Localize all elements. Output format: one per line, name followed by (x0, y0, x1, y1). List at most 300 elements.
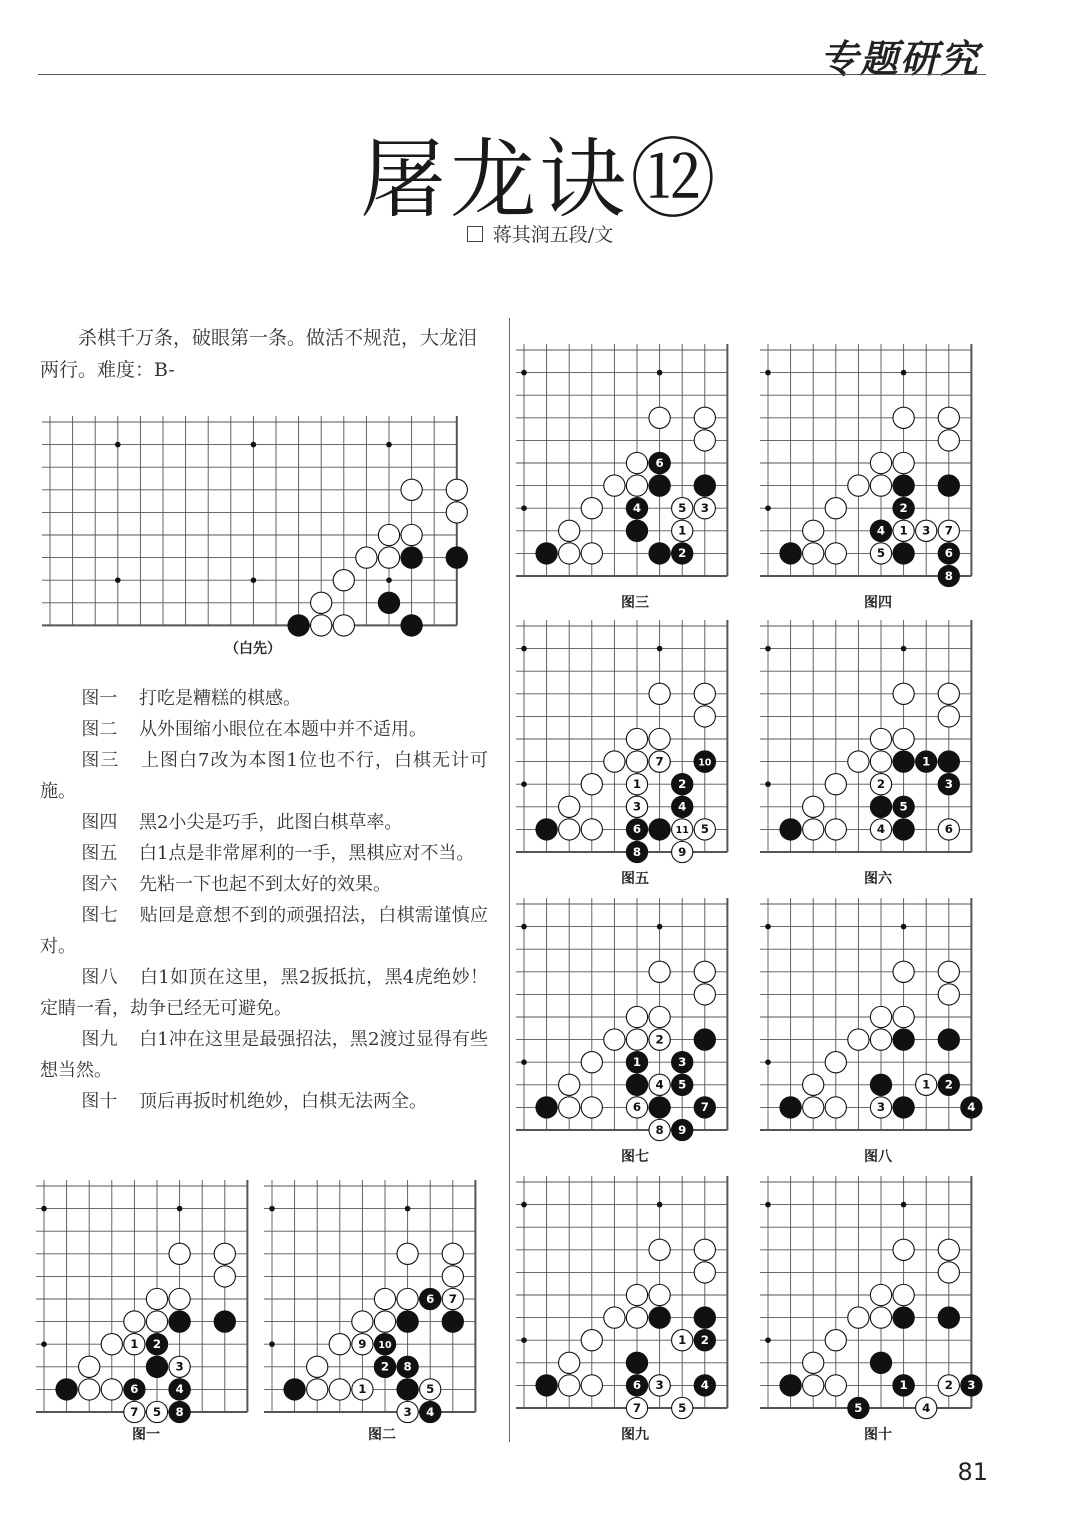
white-stone (581, 1097, 602, 1118)
black-stone (626, 1074, 647, 1095)
white-stone (581, 1330, 602, 1351)
white-stone (559, 796, 580, 817)
white-stone (311, 615, 332, 636)
white-stone (446, 479, 467, 500)
black-stone (893, 751, 914, 772)
star-point-icon (41, 1341, 47, 1347)
star-point-icon (657, 646, 663, 652)
diagram-5-board (520, 616, 740, 859)
black-stone (870, 796, 891, 817)
white-stone (397, 1243, 418, 1264)
star-point-icon (115, 577, 121, 583)
black-stone (288, 615, 309, 636)
move-5-stone-label: 5 (152, 1404, 162, 1419)
white-stone (938, 1239, 959, 1260)
star-point-icon (386, 442, 392, 448)
black-stone (938, 1029, 959, 1050)
grid-lines (760, 1176, 971, 1408)
star-point-icon (521, 924, 527, 930)
move-3-stone-label: 3 (678, 1055, 687, 1070)
star-point-icon (901, 370, 907, 376)
black-stone (536, 1375, 557, 1396)
note-1: 图一 打吃是糟糕的棋感。 (81, 688, 301, 709)
diagram-3-caption: 图三 (621, 595, 649, 611)
black-stone (893, 475, 914, 496)
white-stone (803, 1097, 824, 1118)
black-stone (397, 1379, 418, 1400)
white-stone (581, 543, 602, 564)
white-stone (825, 774, 846, 795)
diagram-7-board (520, 894, 740, 1137)
white-stone (626, 728, 647, 749)
move-8-stone-label: 8 (655, 1122, 664, 1137)
white-stone (893, 407, 914, 428)
white-stone (870, 475, 891, 496)
move-3-stone-label: 3 (655, 1378, 664, 1393)
problem-caption: （白先） (225, 641, 281, 657)
white-stone (825, 819, 846, 840)
star-point-icon (765, 370, 771, 376)
move-10-stone-label: 10 (698, 757, 712, 769)
black-stone (870, 1352, 891, 1373)
white-stone (101, 1379, 122, 1400)
black-stone (938, 1307, 959, 1328)
black-stone (442, 1311, 463, 1332)
move-4-stone-label: 4 (655, 1077, 664, 1092)
move-3-stone-label: 3 (876, 1100, 886, 1115)
white-stone (694, 683, 715, 704)
black-stone (214, 1311, 235, 1332)
diagram-8-caption: 图八 (864, 1149, 892, 1165)
white-stone (649, 728, 670, 749)
white-stone (581, 498, 602, 519)
move-5-stone-label: 5 (678, 1077, 687, 1092)
white-stone (649, 683, 670, 704)
white-stone (938, 706, 959, 727)
black-stone (446, 547, 467, 568)
white-stone (803, 1375, 824, 1396)
move-1-stone-label: 1 (922, 754, 931, 769)
move-2-stone-label: 2 (678, 546, 687, 561)
star-point-icon (405, 1206, 411, 1212)
white-stone (378, 547, 399, 568)
grid-lines (36, 1180, 247, 1412)
move-4-stone-label: 4 (922, 1400, 931, 1415)
move-7-stone-label: 7 (632, 1400, 642, 1415)
move-4-stone-label: 4 (876, 822, 886, 837)
white-stone (870, 751, 891, 772)
note-6: 图六 先粘一下也起不到太好的效果。 (81, 874, 391, 895)
white-stone (626, 1284, 647, 1305)
note-4: 图四 黑2小尖是巧手，此图白棋草率。 (81, 812, 403, 833)
white-stone (893, 452, 914, 473)
white-stone (626, 1029, 647, 1050)
white-stone (694, 430, 715, 451)
star-point-icon (657, 1202, 663, 1208)
star-point-icon (177, 1206, 183, 1212)
move-8-stone-label: 8 (944, 568, 953, 583)
white-stone (581, 774, 602, 795)
diagram-7-caption: 图七 (621, 1149, 649, 1165)
black-stone (536, 819, 557, 840)
white-stone (329, 1379, 350, 1400)
white-stone (848, 1029, 869, 1050)
move-6-stone-label: 6 (632, 1100, 642, 1115)
move-1-stone-label: 1 (922, 1077, 931, 1092)
star-point-icon (657, 370, 663, 376)
move-3-stone-label: 3 (922, 523, 931, 538)
white-stone (604, 751, 625, 772)
move-10-stone-label: 10 (378, 1340, 392, 1352)
star-point-icon (521, 781, 527, 787)
black-stone (694, 1029, 715, 1050)
move-6-stone-label: 6 (655, 455, 664, 470)
move-4-stone-label: 4 (632, 501, 642, 516)
black-stone (649, 819, 670, 840)
white-stone (446, 502, 467, 523)
black-stone (169, 1311, 190, 1332)
white-stone (848, 1307, 869, 1328)
white-stone (559, 819, 580, 840)
white-stone (333, 570, 354, 591)
black-stone (146, 1356, 167, 1377)
diagram-3-board (520, 340, 740, 580)
white-stone (329, 1334, 350, 1355)
grid-lines (516, 620, 727, 852)
move-4-stone-label: 4 (876, 523, 886, 538)
page-number: 81 (957, 1458, 988, 1486)
move-9-stone-label: 9 (358, 1337, 367, 1352)
move-1-stone-label: 1 (678, 1333, 687, 1348)
white-stone (649, 407, 670, 428)
move-6-stone-label: 6 (632, 1378, 642, 1393)
white-stone (374, 1288, 395, 1309)
white-stone (870, 1006, 891, 1027)
white-stone (825, 1097, 846, 1118)
star-point-icon (901, 1202, 907, 1208)
star-point-icon (765, 781, 771, 787)
white-stone (649, 961, 670, 982)
white-stone (559, 1097, 580, 1118)
star-point-icon (521, 1059, 527, 1065)
move-7-stone-label: 7 (944, 523, 953, 538)
white-stone (803, 520, 824, 541)
white-stone (893, 1284, 914, 1305)
star-point-icon (765, 1202, 771, 1208)
white-stone (893, 1239, 914, 1260)
move-4-stone-label: 4 (426, 1404, 435, 1419)
problem-board (50, 410, 456, 628)
white-stone (626, 751, 647, 772)
star-point-icon (521, 646, 527, 652)
black-stone (870, 1074, 891, 1095)
white-stone (333, 615, 354, 636)
move-8-stone-label: 8 (403, 1359, 412, 1374)
black-stone (649, 1307, 670, 1328)
move-5-stone-label: 5 (426, 1382, 435, 1397)
white-stone (848, 751, 869, 772)
star-point-icon (765, 924, 771, 930)
white-stone (938, 430, 959, 451)
white-stone (626, 475, 647, 496)
grid-lines (516, 1176, 727, 1408)
white-stone (694, 984, 715, 1005)
white-stone (626, 452, 647, 473)
move-5-stone-label: 5 (876, 546, 886, 561)
header-rule (38, 74, 986, 75)
star-point-icon (765, 1337, 771, 1343)
grid-lines (760, 344, 971, 576)
white-stone (694, 1262, 715, 1283)
byline (0, 220, 1080, 247)
white-stone (559, 543, 580, 564)
black-stone (649, 1097, 670, 1118)
move-5-stone-label: 5 (854, 1400, 863, 1415)
white-stone (825, 543, 846, 564)
star-point-icon (765, 1059, 771, 1065)
black-stone (938, 475, 959, 496)
white-stone (848, 475, 869, 496)
white-stone (79, 1356, 100, 1377)
black-stone (893, 1029, 914, 1050)
white-stone (604, 475, 625, 496)
move-6-stone-label: 6 (632, 822, 642, 837)
white-stone (442, 1243, 463, 1264)
black-stone (649, 475, 670, 496)
white-stone (169, 1288, 190, 1309)
black-stone (893, 1097, 914, 1118)
black-stone (780, 1097, 801, 1118)
white-stone (401, 479, 422, 500)
move-7-stone-label: 7 (700, 1100, 709, 1115)
white-stone (397, 1288, 418, 1309)
move-1-stone-label: 1 (899, 1378, 908, 1393)
white-stone (374, 1311, 395, 1332)
move-6-stone-label: 6 (944, 546, 953, 561)
star-point-icon (269, 1341, 275, 1347)
white-stone (825, 498, 846, 519)
white-stone (559, 1352, 580, 1373)
move-3-stone-label: 3 (967, 1378, 976, 1393)
byline-box-icon (467, 226, 483, 242)
diagram-10-caption: 图十 (864, 1427, 892, 1443)
move-3-stone-label: 3 (175, 1359, 184, 1374)
move-1-stone-label: 1 (632, 777, 642, 792)
move-5-stone-label: 5 (899, 799, 908, 814)
white-stone (870, 1307, 891, 1328)
star-point-icon (269, 1206, 275, 1212)
grid-lines (516, 344, 727, 576)
note-7: 图七 贴回是意想不到的顽强招法，白棋需谨慎应对。 (40, 905, 488, 957)
move-9-stone-label: 9 (678, 844, 687, 859)
white-stone (870, 728, 891, 749)
white-stone (938, 1262, 959, 1283)
white-stone (870, 1029, 891, 1050)
move-7-stone-label: 7 (655, 754, 664, 769)
diagram-4-caption: 图四 (864, 595, 892, 611)
black-stone (626, 520, 647, 541)
white-stone (214, 1243, 235, 1264)
move-2-stone-label: 2 (678, 777, 687, 792)
diagram-2-caption: 图二 (368, 1427, 396, 1443)
star-point-icon (521, 505, 527, 511)
white-stone (694, 961, 715, 982)
white-stone (938, 984, 959, 1005)
white-stone (101, 1334, 122, 1355)
star-point-icon (251, 577, 257, 583)
white-stone (893, 728, 914, 749)
white-stone (938, 407, 959, 428)
white-stone (893, 683, 914, 704)
move-3-stone-label: 3 (944, 777, 953, 792)
move-4-stone-label: 4 (700, 1378, 709, 1393)
black-stone (56, 1379, 77, 1400)
note-10: 图十 顶后再扳时机绝妙，白棋无法两全。 (81, 1091, 427, 1112)
black-stone (626, 1352, 647, 1373)
grid-lines (516, 898, 727, 1130)
move-4-stone-label: 4 (175, 1382, 184, 1397)
move-2-stone-label: 2 (944, 1077, 953, 1092)
star-point-icon (765, 505, 771, 511)
star-point-icon (251, 442, 257, 448)
white-stone (694, 1239, 715, 1260)
move-1-stone-label: 1 (130, 1337, 139, 1352)
star-point-icon (765, 646, 771, 652)
move-6-stone-label: 6 (426, 1291, 435, 1306)
diagram-2-board (268, 1176, 484, 1419)
white-stone (825, 1052, 846, 1073)
white-stone (311, 592, 332, 613)
white-stone (626, 1307, 647, 1328)
white-stone (649, 1284, 670, 1305)
star-point-icon (386, 577, 392, 583)
white-stone (146, 1311, 167, 1332)
white-stone (803, 1352, 824, 1373)
move-3-stone-label: 3 (700, 501, 709, 516)
star-point-icon (41, 1206, 47, 1212)
move-6-stone-label: 6 (944, 822, 953, 837)
note-3: 图三 上图白7改为本图1位也不行，白棋无计可施。 (40, 750, 489, 802)
black-stone (893, 1307, 914, 1328)
white-stone (803, 796, 824, 817)
move-7-stone-label: 7 (448, 1291, 457, 1306)
move-9-stone-label: 9 (678, 1122, 687, 1137)
star-point-icon (901, 924, 907, 930)
white-stone (559, 520, 580, 541)
diagram-6-caption: 图六 (864, 871, 892, 887)
white-stone (214, 1266, 235, 1287)
white-stone (356, 547, 377, 568)
move-5-stone-label: 5 (678, 501, 687, 516)
move-2-stone-label: 2 (944, 1378, 953, 1393)
star-point-icon (521, 370, 527, 376)
diagram-5-caption: 图五 (621, 871, 649, 887)
black-stone (284, 1379, 305, 1400)
white-stone (893, 1006, 914, 1027)
white-stone (352, 1311, 373, 1332)
white-stone (870, 452, 891, 473)
diagram-10-board (764, 1172, 980, 1415)
white-stone (581, 1375, 602, 1396)
move-1-stone-label: 1 (632, 1055, 642, 1070)
white-stone (169, 1243, 190, 1264)
white-stone (870, 1284, 891, 1305)
white-stone (649, 1006, 670, 1027)
move-3-stone-label: 3 (632, 799, 642, 814)
white-stone (825, 1330, 846, 1351)
black-stone (694, 1307, 715, 1328)
white-stone (825, 1375, 846, 1396)
move-5-stone-label: 5 (678, 1400, 687, 1415)
black-stone (649, 543, 670, 564)
black-stone (536, 543, 557, 564)
byline-text: 蒋其润五段/文 (492, 224, 614, 246)
note-5: 图五 白1点是非常犀利的一手，黑棋应对不当。 (81, 843, 475, 864)
move-7-stone-label: 7 (130, 1404, 139, 1419)
white-stone (803, 1074, 824, 1095)
white-stone (79, 1379, 100, 1400)
move-11-stone-label: 11 (675, 825, 689, 837)
white-stone (307, 1356, 328, 1377)
star-point-icon (657, 924, 663, 930)
white-stone (307, 1379, 328, 1400)
white-stone (803, 543, 824, 564)
diagram-8-board (764, 894, 980, 1134)
black-stone (780, 1375, 801, 1396)
white-stone (581, 1052, 602, 1073)
article-title: 屠龙诀⑫ (360, 130, 720, 230)
diagram-1-caption: 图一 (132, 1427, 160, 1443)
diagram-4-board (764, 340, 980, 583)
move-4-stone-label: 4 (967, 1100, 976, 1115)
star-point-icon (521, 1202, 527, 1208)
white-stone (604, 1307, 625, 1328)
black-stone (378, 592, 399, 613)
notes-list (40, 683, 488, 1117)
star-point-icon (521, 1337, 527, 1343)
move-8-stone-label: 8 (632, 844, 642, 859)
black-stone (401, 615, 422, 636)
move-2-stone-label: 2 (152, 1337, 162, 1352)
move-2-stone-label: 2 (655, 1032, 664, 1047)
move-1-stone-label: 1 (899, 523, 908, 538)
note-8: 图八 白1如顶在这里，黑2扳抵抗，黑4虎绝妙！定睛一看，劫争已经无可避免。 (40, 967, 488, 1019)
note-2: 图二 从外围缩小眼位在本题中并不适用。 (81, 719, 427, 740)
move-1-stone-label: 1 (358, 1382, 367, 1397)
move-2-stone-label: 2 (876, 777, 886, 792)
black-stone (893, 819, 914, 840)
white-stone (938, 683, 959, 704)
black-stone (938, 751, 959, 772)
white-stone (559, 1375, 580, 1396)
note-9: 图九 白1冲在这里是最强招法，黑2渡过显得有些想当然。 (40, 1029, 488, 1081)
white-stone (694, 706, 715, 727)
white-stone (893, 961, 914, 982)
white-stone (694, 407, 715, 428)
black-stone (780, 819, 801, 840)
black-stone (694, 475, 715, 496)
white-stone (401, 524, 422, 545)
white-stone (938, 961, 959, 982)
white-stone (626, 1006, 647, 1027)
diagram-6-board (764, 616, 980, 856)
black-stone (780, 543, 801, 564)
star-point-icon (115, 442, 121, 448)
white-stone (803, 819, 824, 840)
white-stone (378, 524, 399, 545)
white-stone (581, 819, 602, 840)
black-stone (397, 1311, 418, 1332)
